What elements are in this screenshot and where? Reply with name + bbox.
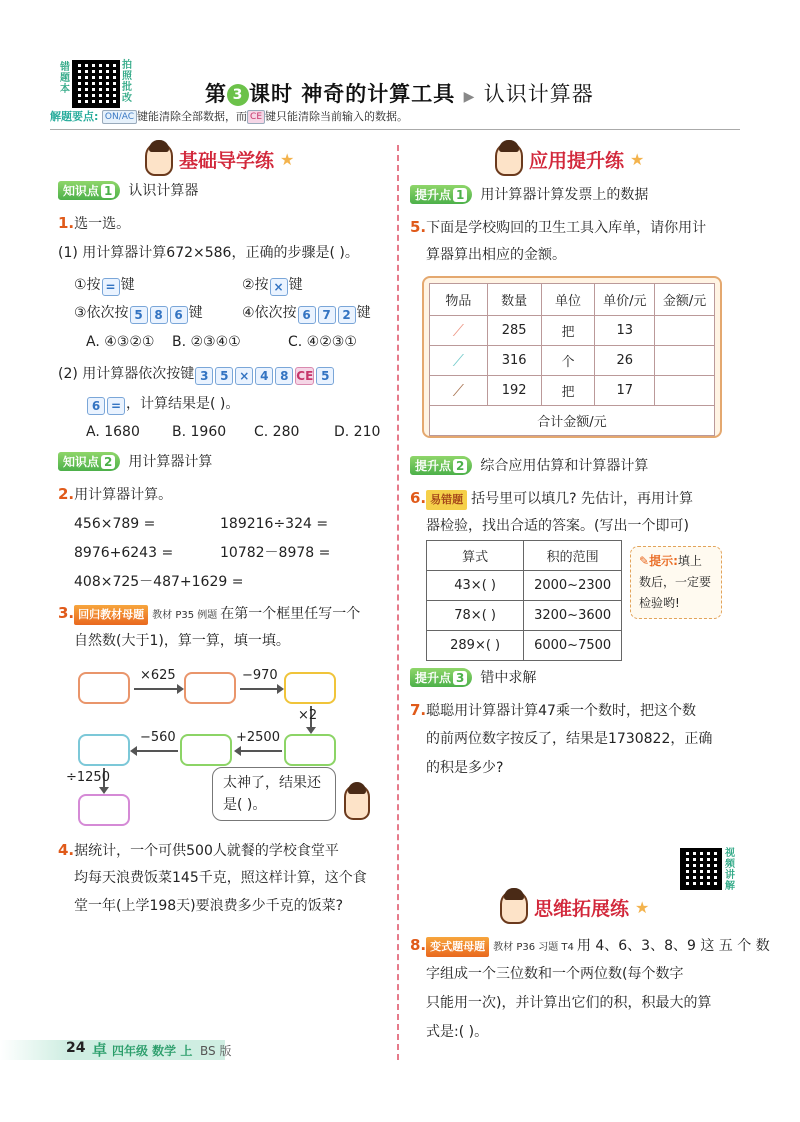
choice-1c: C. ④②③① xyxy=(288,334,357,350)
op-label-4: −560 xyxy=(140,730,176,745)
choice-1a: A. ④③②① xyxy=(86,334,155,350)
op-label-1: ×625 xyxy=(140,668,176,683)
equals-key-icon: = xyxy=(102,278,120,296)
dustpan-icon: ⟋ xyxy=(430,346,488,376)
op-label-6: ÷1250 xyxy=(66,770,110,785)
question-6-line-1: 6. 易错题 括号里可以填几? 先估计，再用计算 xyxy=(410,488,693,510)
key-3-icon: 3 xyxy=(195,367,213,385)
qr-right-labels: 拍 照 批 改 xyxy=(122,60,132,104)
key-7-icon: 7 xyxy=(318,306,336,324)
choice-2a: A. 1680 xyxy=(86,424,140,440)
question-8-line-1: 8. 变式题母题 教材 P36 习题 T4 用 4、6、3、8、9 这 五 个 数 xyxy=(410,935,770,958)
key-5-icon: 5 xyxy=(316,367,334,385)
table-header-row: 算式 积的范围 xyxy=(427,541,622,571)
question-7-line-3: 的积是多少? xyxy=(426,760,504,776)
improvement-point-2: 提升点 2 综合应用估算和计算器计算 xyxy=(410,455,648,475)
improvement-point-3: 提升点 3 错中求解 xyxy=(410,667,536,687)
variant-badge: 变式题母题 xyxy=(426,937,489,957)
key-6-icon: 6 xyxy=(170,306,188,324)
table-row[interactable]: 289×( ) 6000~7500 xyxy=(427,631,622,661)
multiply-key-icon: × xyxy=(235,367,253,385)
table-row: ⟋ 285 把 13 xyxy=(430,316,715,346)
on-ac-key-icon: ON/AC xyxy=(102,110,137,124)
question-3-text: 自然数(大于1)，算一算，填一填。 xyxy=(74,633,290,649)
brand-logo: 卓 xyxy=(92,1041,108,1059)
question-8-line-2: 字组成一个三位数和一个两位数(每个数字 xyxy=(426,966,684,982)
inventory-table-frame xyxy=(422,276,722,438)
key-8-icon: 8 xyxy=(275,367,293,385)
question-7-line-2: 的前两位数字按反了，结果是1730822，正确 xyxy=(426,731,713,747)
qr-code-video[interactable] xyxy=(680,848,722,890)
flow-box-2[interactable] xyxy=(184,672,236,704)
option-3: ③依次按 5 8 6 键 xyxy=(74,305,203,322)
estimate-table xyxy=(426,540,622,661)
page-subtitle: 认识计算器 xyxy=(483,82,594,106)
table-row[interactable]: 78×( ) 3200~3600 xyxy=(427,601,622,631)
table-row[interactable]: 43×( ) 2000~2300 xyxy=(427,571,622,601)
flow-box-5[interactable] xyxy=(180,734,232,766)
student-avatar-icon xyxy=(145,142,173,176)
improvement-point-1: 提升点 1 用计算器计算发票上的数据 xyxy=(410,184,648,204)
amount-cell[interactable] xyxy=(655,346,715,376)
flow-box-6[interactable] xyxy=(78,734,130,766)
op-label-2: −970 xyxy=(242,668,278,683)
speech-bubble: 太神了，结果还 是( )。 xyxy=(212,767,336,821)
flow-box-1[interactable] xyxy=(78,672,130,704)
knowledge-point-1: 知识点 1 认识计算器 xyxy=(58,180,198,200)
table-header-row: 物品 数量 单位 单价/元 金额/元 xyxy=(430,284,715,316)
expression-4: 10782－8978 = xyxy=(220,545,331,561)
star-icon: ★ xyxy=(630,149,645,169)
qr-left-labels: 错 题 本 xyxy=(60,62,70,95)
expression-5: 408×725－487+1629 = xyxy=(74,574,244,590)
student-avatar-icon xyxy=(500,890,528,924)
table-total-row: 合计金额/元 xyxy=(430,406,715,436)
key-5-icon: 5 xyxy=(215,367,233,385)
choice-2d: D. 210 xyxy=(334,424,381,440)
page-title: 第 3 课时 神奇的计算工具 ▶ 认识计算器 xyxy=(205,82,594,106)
key-8-icon: 8 xyxy=(150,306,168,324)
question-1-part-2: (2) 用计算器依次按键 3 5 × 4 8 CE 5 xyxy=(58,364,335,385)
ce-key-icon: CE xyxy=(296,369,314,383)
option-1: ①按 = 键 xyxy=(74,277,135,294)
key-4-icon: 4 xyxy=(255,367,273,385)
page-number: 24 xyxy=(66,1040,86,1056)
question-1-part-2-cont: 6 = ，计算结果是( )。 xyxy=(86,394,239,415)
section-application: 应用提升练 ★ xyxy=(495,142,644,176)
arrow-left-icon xyxy=(236,750,282,752)
question-8-line-4: 式是:( )。 xyxy=(426,1024,489,1040)
shovel-icon: ⟋ xyxy=(430,376,488,406)
arrow-left-icon xyxy=(132,750,178,752)
lesson-number-badge: 3 xyxy=(227,84,249,106)
question-1-part-1: (1) 用计算器计算672×586，正确的步骤是( )。 xyxy=(58,245,359,261)
key-6-icon: 6 xyxy=(298,306,316,324)
table-row: ⟋ 316 个 26 xyxy=(430,346,715,376)
question-4-line-3: 堂一年(上学198天)要浪费多少千克的饭菜? xyxy=(74,898,344,914)
broom-icon: ⟋ xyxy=(430,316,488,346)
expression-1: 456×789 = xyxy=(74,516,156,532)
question-5-line-1: 5.下面是学校购回的卫生工具入库单，请你用计 xyxy=(410,218,707,236)
lightbulb-icon: ✎ xyxy=(639,554,650,568)
question-3-heading: 3. 回归教材母题 教材 P35 例题 在第一个框里任写一个 xyxy=(58,603,360,626)
choice-2c: C. 280 xyxy=(254,424,300,440)
flow-box-3[interactable] xyxy=(284,672,336,704)
key-5-icon: 5 xyxy=(130,306,148,324)
key-6-icon: 6 xyxy=(87,397,105,415)
hint-box: ✎提示:填上 数后，一定要 检验哟! xyxy=(630,546,722,619)
question-5-line-2: 算器算出相应的金额。 xyxy=(426,247,566,263)
expression-3: 8976+6243 = xyxy=(74,545,174,561)
table-row: ⟋ 192 把 17 xyxy=(430,376,715,406)
footer-grade: 四年级 数学 上 xyxy=(112,1044,193,1058)
question-4-line-2: 均每天浪费饭菜145千克，照这样计算，这个食 xyxy=(74,870,367,886)
choice-2b: B. 1960 xyxy=(172,424,227,440)
tips-bar: 解题要点: ON/AC 键能清除全部数据，而 CE 键只能清除当前输入的数据。 xyxy=(50,108,740,130)
flow-box-4[interactable] xyxy=(284,734,336,766)
inventory-table xyxy=(429,283,715,436)
error-prone-badge: 易错题 xyxy=(426,490,467,510)
question-2-heading: 2.用计算器计算。 xyxy=(58,485,173,503)
boy-character-icon xyxy=(344,784,370,820)
question-8-line-3: 只能用一次)，并计算出它们的积，积最大的算 xyxy=(426,995,712,1011)
question-6-line-2: 器检验，找出合适的答案。(写出一个即可) xyxy=(426,518,689,534)
column-divider xyxy=(397,145,399,1060)
star-icon: ★ xyxy=(635,897,650,917)
section-basic: 基础导学练 ★ xyxy=(145,142,294,176)
qr-video-labels: 视 频 讲 解 xyxy=(725,848,735,892)
key-2-icon: 2 xyxy=(338,306,356,324)
ce-key-icon: CE xyxy=(247,110,265,124)
star-icon: ★ xyxy=(280,149,295,169)
footer-edition: BS 版 xyxy=(200,1044,232,1058)
choice-1b: B. ②③④① xyxy=(172,334,241,350)
knowledge-point-2: 知识点 2 用计算器计算 xyxy=(58,451,212,471)
option-4: ④依次按 6 7 2 键 xyxy=(242,305,371,322)
question-7-line-1: 7.聪聪用计算器计算47乘一个数时，把这个数 xyxy=(410,701,696,719)
question-1-heading: 1.选一选。 xyxy=(58,214,131,232)
amount-cell[interactable] xyxy=(655,376,715,406)
op-label-5: +2500 xyxy=(236,730,280,745)
multiply-key-icon: × xyxy=(270,278,288,296)
op-label-3: ×2 xyxy=(298,708,318,723)
arrow-icon xyxy=(240,688,282,690)
question-4-line-1: 4.据统计，一个可供500人就餐的学校食堂平 xyxy=(58,841,339,859)
play-arrow-icon: ▶ xyxy=(463,89,476,105)
option-2: ②按 × 键 xyxy=(242,277,303,294)
student-avatar-icon xyxy=(495,142,523,176)
expression-2: 189216÷324 = xyxy=(220,516,329,532)
textbook-badge: 回归教材母题 xyxy=(74,605,148,625)
arrow-icon xyxy=(134,688,182,690)
qr-code-error-book[interactable] xyxy=(72,60,120,108)
section-thinking: 思维拓展练 ★ xyxy=(500,890,649,924)
amount-cell[interactable] xyxy=(655,316,715,346)
flow-box-7[interactable] xyxy=(78,794,130,826)
equals-key-icon: = xyxy=(107,397,125,415)
